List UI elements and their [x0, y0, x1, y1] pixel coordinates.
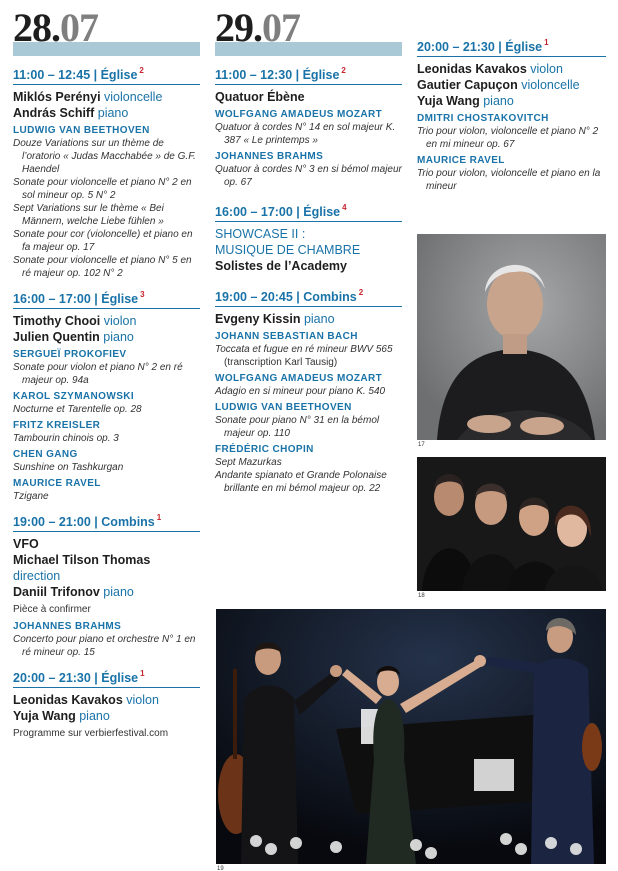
composer: JOHANN SEBASTIAN BACH — [215, 331, 358, 342]
work-note: (transcription Karl Tausig) — [224, 357, 338, 368]
date-number: 29.07 — [215, 5, 300, 50]
session-header: 11:00 – 12:30 | Église $^2$ — [215, 66, 402, 85]
session-1900-combins — [215, 288, 402, 495]
work: Adagio en si mineur pour piano K. 540 — [215, 386, 386, 397]
work: Concerto pour piano et orchestre N° 1 en ré mineur op. 15 — [13, 634, 196, 658]
work: Sept Mazurkas — [215, 457, 282, 468]
work: Sonate pour cor (violoncelle) et piano en fa majeur op. 17 — [13, 229, 193, 253]
session-header: 16:00 – 17:00 | Église $^4$ — [215, 203, 402, 222]
column-3 — [417, 0, 606, 193]
performer: Evgeny Kissin piano — [215, 312, 335, 326]
work: Tambourin chinois op. 3 — [13, 433, 119, 444]
showcase-title: SHOWCASE II : — [215, 227, 306, 241]
composer: CHEN GANG — [13, 449, 78, 460]
composer: MAURICE RAVEL — [417, 155, 505, 166]
composer: JOHANNES BRAHMS — [215, 151, 324, 162]
date-header-29-07 — [215, 6, 402, 56]
composer: SERGUEÏ PROKOFIEV — [13, 349, 127, 360]
session-1100-eglise — [215, 66, 402, 189]
work: Trio pour violon, violoncelle et piano en la mineur — [417, 168, 601, 192]
work: Douze Variations sur un thème de l’oratorio « Judas Macchabée » de G.F. Haendel — [13, 138, 196, 175]
performer: Julien Quentin piano — [13, 330, 134, 344]
session-2000-eglise — [13, 669, 200, 741]
date-header-28-07 — [13, 6, 200, 56]
performer: Daniil Trifonov piano — [13, 585, 134, 599]
ensemble: VFO — [13, 537, 39, 551]
session-1600-eglise — [215, 203, 402, 274]
work: Sonate pour violoncelle et piano N° 2 en sol mineur op. 5 N° 2 — [13, 177, 192, 201]
performer: Timothy Chooi violon — [13, 314, 137, 328]
photo-caption: 17 — [418, 442, 425, 448]
work: Nocturne et Tarentelle op. 28 — [13, 404, 142, 415]
performer: Miklós Perényi violoncelle — [13, 90, 163, 104]
work: Sonate pour piano N° 31 en la bémol majeur op. 110 — [215, 415, 380, 439]
session-1600-eglise — [13, 290, 200, 503]
stage-illustration — [216, 609, 606, 864]
session-header: 20:00 – 21:30 | Église $^1$ — [417, 38, 606, 57]
ensemble: Solistes de l’Academy — [215, 259, 348, 273]
session-2000-eglise — [417, 38, 606, 193]
composer: LUDWIG VAN BEETHOVEN — [215, 402, 352, 413]
program-note: Programme sur verbierfestival.com — [13, 728, 169, 739]
composer: FRÉDÉRIC CHOPIN — [215, 444, 314, 455]
work: Sonate pour violoncelle et piano N° 5 en ré majeur op. 102 N° 2 — [13, 255, 192, 279]
work: Sonate pour violon et piano N° 2 en ré majeur op. 94a — [13, 362, 183, 386]
photo-conductor-portrait — [417, 234, 606, 440]
program-note: Pièce à confirmer — [13, 604, 91, 615]
performer: Michael Tilson Thomas direction — [13, 553, 151, 583]
performer: Leonidas Kavakos violon — [13, 693, 159, 707]
session-header: 19:00 – 21:00 | Combins $^1$ — [13, 513, 200, 532]
session-1100-eglise — [13, 66, 200, 280]
composer: DMITRI CHOSTAKOVITCH — [417, 113, 549, 124]
composer: FRITZ KREISLER — [13, 420, 101, 431]
composer: WOLFGANG AMADEUS MOZART — [215, 373, 383, 384]
ensemble: Quatuor Ébène — [215, 90, 305, 104]
showcase-subtitle: MUSIQUE DE CHAMBRE — [215, 243, 361, 257]
session-header: 19:00 – 20:45 | Combins $^2$ — [215, 288, 402, 307]
composer: LUDWIG VAN BEETHOVEN — [13, 125, 150, 136]
portrait-illustration — [417, 234, 606, 440]
work: Sept Variations sur le thème « Bei Männern, welche Liebe fühlen » — [13, 203, 164, 227]
work: Quatuor à cordes N° 14 en sol majeur K. 387 « Le printemps » — [215, 122, 396, 146]
work: Andante spianato et Grande Polonaise brillante en mi bémol majeur op. 22 — [215, 470, 387, 494]
photo-caption: 19 — [217, 866, 224, 871]
composer: MAURICE RAVEL — [13, 478, 101, 489]
photo-quartet — [417, 457, 606, 591]
photo-trio-on-stage — [216, 609, 606, 864]
performer: Yuja Wang piano — [417, 94, 514, 108]
work: Trio pour violon, violoncelle et piano N° 2 en mi mineur op. 67 — [417, 126, 599, 150]
column-28-07 — [13, 0, 200, 741]
date-number: 28.07 — [13, 5, 98, 50]
composer: JOHANNES BRAHMS — [13, 621, 122, 632]
work: Quatuor à cordes N° 3 en si bémol majeur op. 67 — [215, 164, 402, 188]
composer: KAROL SZYMANOWSKI — [13, 391, 135, 402]
quartet-illustration — [417, 457, 606, 591]
session-header: 20:00 – 21:30 | Église $^1$ — [13, 669, 200, 688]
session-1900-combins — [13, 513, 200, 659]
session-header: 11:00 – 12:45 | Église $^2$ — [13, 66, 200, 85]
column-29-07 — [215, 0, 402, 495]
session-header: 16:00 – 17:00 | Église $^3$ — [13, 290, 200, 309]
performer: Gautier Capuçon violoncelle — [417, 78, 580, 92]
composer: WOLFGANG AMADEUS MOZART — [215, 109, 383, 120]
photo-caption: 18 — [418, 593, 425, 599]
performer: András Schiff piano — [13, 106, 129, 120]
performer: Leonidas Kavakos violon — [417, 62, 563, 76]
performer: Yuja Wang piano — [13, 709, 110, 723]
work: Tzigane — [13, 491, 49, 502]
work: Toccata et fugue en ré mineur BWV 565 — [215, 344, 393, 355]
work: Sunshine on Tashkurgan — [13, 462, 124, 473]
